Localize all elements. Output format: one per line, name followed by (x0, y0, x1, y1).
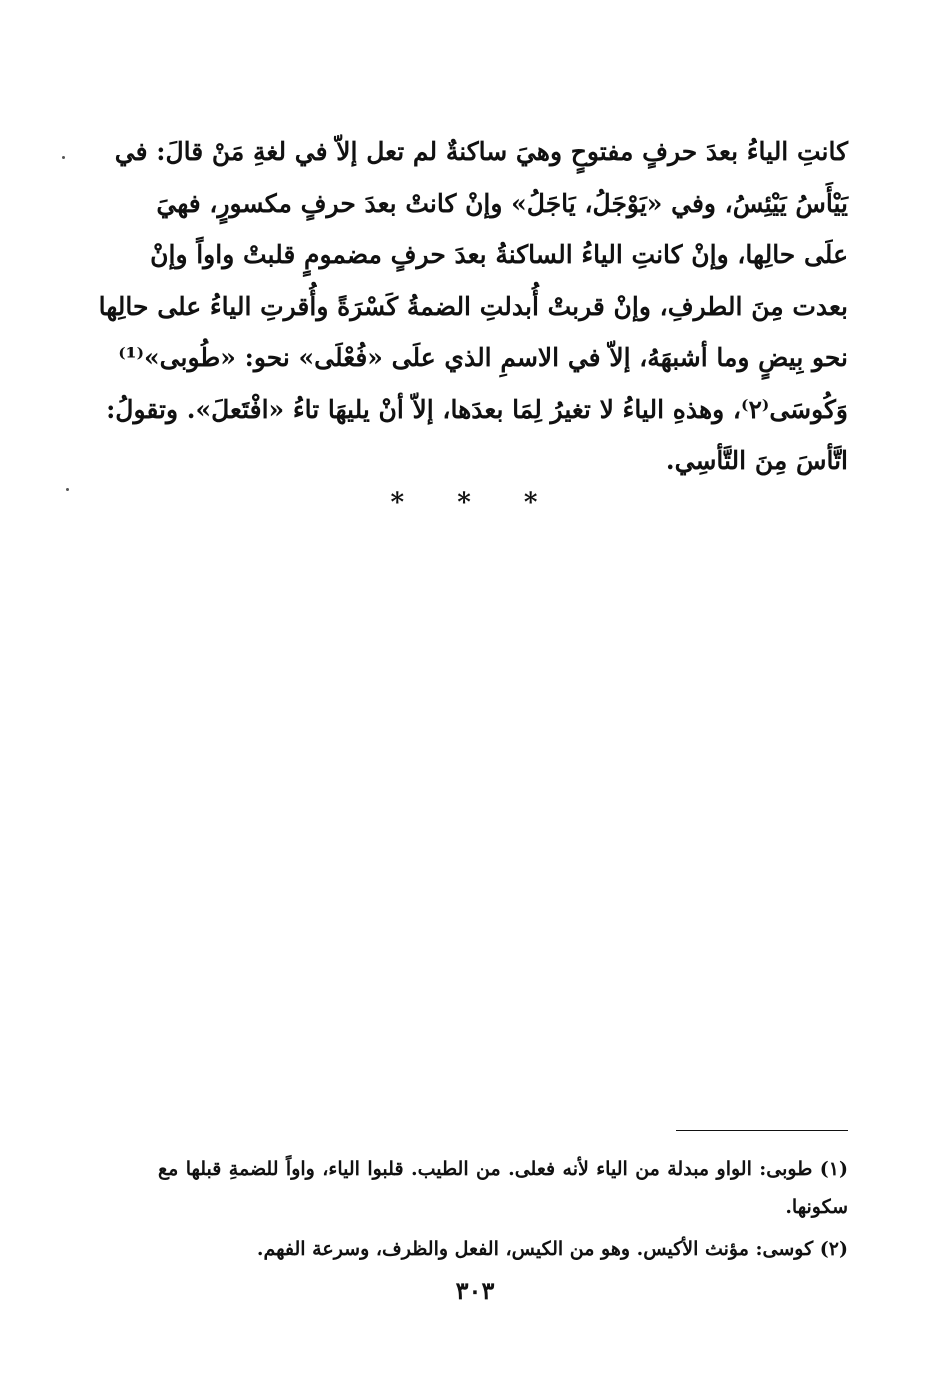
footnotes (158, 1150, 848, 1268)
paragraph-line: كانتِ الياءُ بعدَ حرفٍ مفتوحٍ وهيَ ساكنةٌ لم تعل إلاّ في لغةِ مَنْ قالَ: في (114, 137, 848, 166)
footnote-divider (676, 1130, 848, 1131)
paragraph-line: علَى حالِها، وإنْ كانتِ الياءُ الساكنةُ بعدَ حرفٍ مضمومٍ قلبتْ واواً وإنْ (150, 240, 848, 269)
paragraph-line: يَيْأَسُ يَيْئِسُ، وفي «يَوْجَلُ، يَاجَلُ» وإنْ كانتْ بعدَ حرفٍ مكسورٍ، فهيَ (156, 188, 848, 218)
page-number: ٣٠٣ (455, 1276, 495, 1305)
paragraph-line: وَكُوسَى⁽٢⁾، وهذهِ الياءُ لا تغيرُ لِمَا بعدَها، إلاّ أنْ يليهَا تاءُ «افْتَعلَ». وتقولُ: (106, 394, 848, 424)
section-separator: * * * (390, 488, 560, 518)
footnote-line: سكونها. (785, 1196, 848, 1218)
paragraph-line: نحو بِيضٍ وما أشبهَهُ، إلاّ في الاسمِ الذي علَى «فُعْلَى» نحو: «طُوبى»⁽¹⁾ (118, 343, 848, 372)
paragraph-line: اتَّأسَ مِنَ التَّأسِي. (665, 446, 848, 475)
footnote-line: (١) طوبى: الواو مبدلة من الياء لأنه فعلى. من الطيب. قلبوا الياء، واواً للضمةِ قبلها مع (158, 1158, 848, 1180)
scan-speck (62, 156, 65, 159)
paragraph-line: بعدت مِنَ الطرفِ، وإنْ قربتْ أُبدلتِ الضمةُ كَسْرَةً وأُقرتِ الياءُ على حالِها (98, 291, 848, 321)
footnote-line: (٢) كوسى: مؤنث الأكيس. وهو من الكيس، الفعل والظرف، وسرعة الفهم. (256, 1238, 848, 1260)
body-paragraph (98, 126, 848, 487)
